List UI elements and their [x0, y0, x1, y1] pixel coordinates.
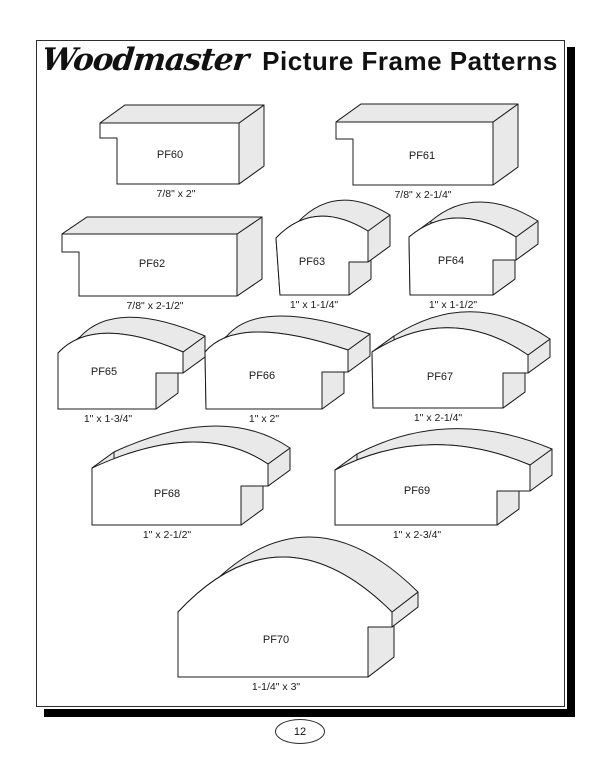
page-title-text: Picture Frame Patterns [262, 46, 558, 76]
frame-drawing-pf63 [268, 190, 394, 298]
frame-drawing-pf64 [402, 192, 542, 298]
frame-pf66 [196, 312, 374, 428]
frame-size-pf65: 1" x 1-3/4" [83, 413, 133, 425]
frame-drawing-pf70 [172, 534, 422, 680]
frame-size-pf70: 1-1/4" x 3" [251, 681, 301, 693]
frame-pf60 [92, 92, 272, 203]
frame-drawing-pf66 [196, 312, 374, 412]
frame-drawing-pf60 [92, 92, 272, 187]
frame-pf64 [402, 192, 542, 314]
frame-label-pf64: PF64 [437, 255, 465, 267]
page-number-badge [275, 719, 325, 744]
frame-drawing-pf61 [330, 92, 526, 188]
frame-pf68 [86, 424, 294, 544]
frame-size-pf63: 1" x 1-1/4" [289, 299, 339, 311]
frame-pf63 [268, 190, 394, 314]
frame-size-pf61: 7/8" x 2-1/4" [394, 189, 452, 201]
frame-pf65 [46, 312, 208, 428]
frame-drawing-pf69 [330, 426, 556, 528]
frame-label-pf69: PF69 [403, 485, 431, 497]
frame-label-pf60: PF60 [156, 149, 184, 161]
frame-pf61 [330, 92, 526, 204]
frame-size-pf69: 1" x 2-3/4" [392, 529, 442, 541]
page-number-text: 12 [293, 725, 307, 738]
frame-size-pf68: 1" x 2-1/2" [142, 529, 192, 541]
frame-pf70 [172, 534, 422, 696]
frame-label-pf66: PF66 [248, 370, 276, 382]
frame-size-pf67: 1" x 2-1/4" [413, 412, 463, 424]
frame-pf62 [55, 210, 269, 315]
brand-logo-text: Woodmaster [40, 42, 251, 78]
frame-drawing-pf62 [55, 210, 269, 299]
frame-label-pf61: PF61 [408, 150, 436, 162]
frame-label-pf62: PF62 [138, 258, 166, 270]
frame-size-pf64: 1" x 1-1/2" [428, 299, 478, 311]
frame-pf69 [330, 426, 556, 544]
frame-drawing-pf68 [86, 424, 294, 528]
frame-label-pf70: PF70 [262, 634, 290, 646]
frame-size-pf62: 7/8" x 2-1/2" [126, 300, 184, 312]
frame-size-pf66: 1" x 2" [248, 413, 280, 425]
frame-drawing-pf67 [366, 310, 554, 411]
frame-label-pf68: PF68 [153, 488, 181, 500]
frame-label-pf67: PF67 [426, 371, 454, 383]
frame-label-pf65: PF65 [90, 366, 118, 378]
frame-pf67 [366, 310, 554, 427]
frame-size-pf60: 7/8" x 2" [156, 188, 196, 200]
frame-drawing-pf65 [46, 312, 208, 412]
frame-label-pf63: PF63 [298, 256, 326, 268]
